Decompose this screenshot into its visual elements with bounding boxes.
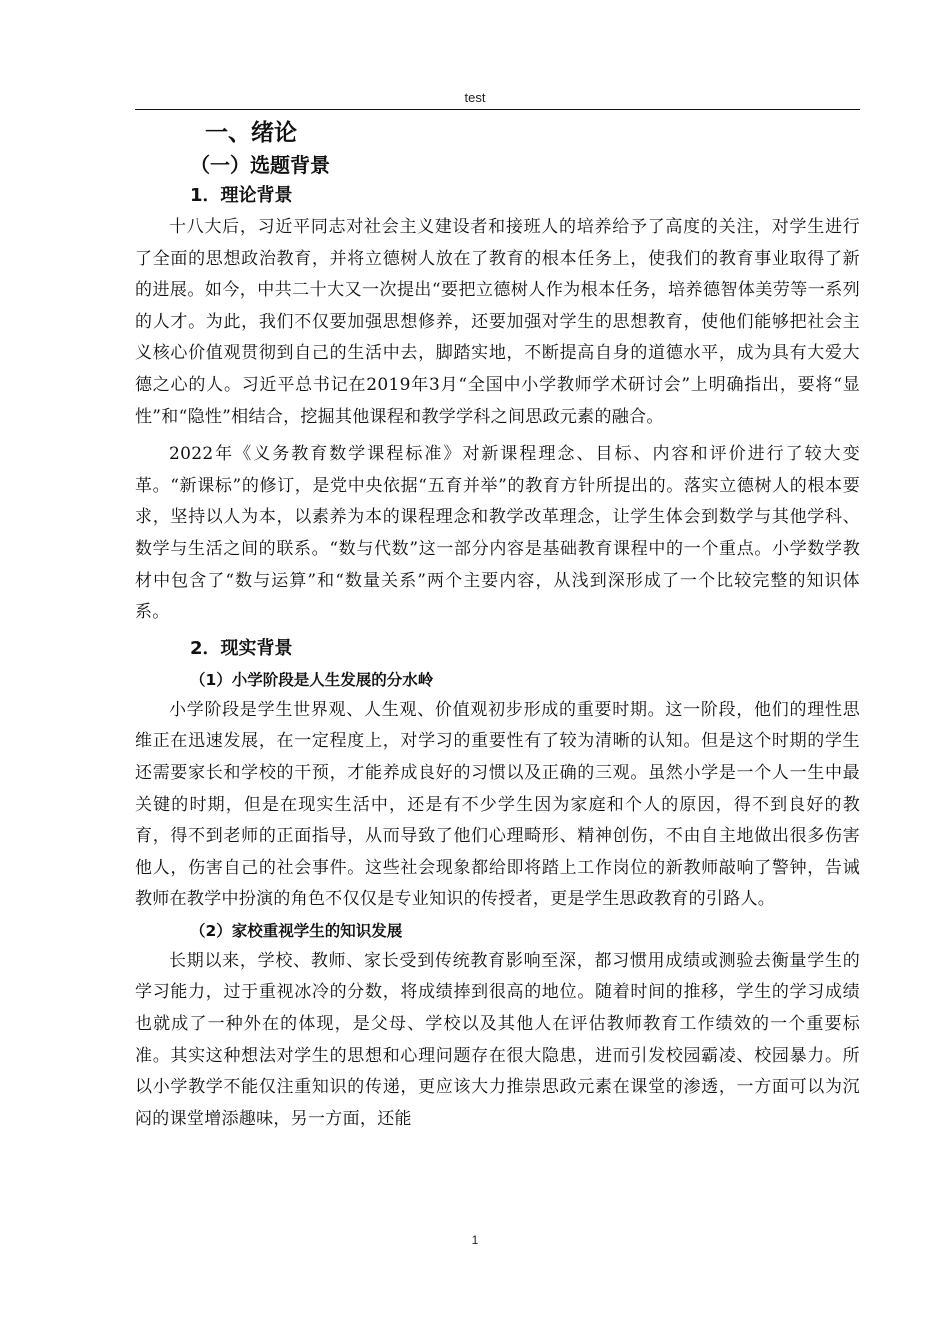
section-heading: （一）选题背景 [190, 153, 330, 177]
subsection-heading-theory: 1．理论背景 [190, 185, 293, 206]
paragraph-4: 长期以来，学校、教师、家长受到传统教育影响至深，都习惯用成绩或测验去衡量学生的学习能力，过于重视冰冷的分数，将成绩捧到很高的地位。随着时间的推移，学生的学习成绩也就成了一种外在的体现，是父母、学校以及其他人在评估教师教育工作绩效的一个重要标准。其实这种想法对学生的思想和心理问题存在很大隐患，进而引发校园霸凌、校园暴力。所以小学教学不能仅注重知识的传递，更应该大力推崇思政元素在课堂的渗透，一方面可以为沉闷的课堂增添趣味，另一方面，还能 [135, 950, 860, 1129]
subheading-1: （1）小学阶段是人生发展的分水岭 [190, 670, 434, 689]
paragraph-1: 十八大后，习近平同志对社会主义建设者和接班人的培养给予了高度的关注，对学生进行了全面的思想政治教育，并将立德树人放在了教育的根本任务上，使我们的教育事业取得了新的进展。如今，中共二十大又一次提出“要把立德树人作为根本任务，培养德智体美劳等一系列的人才。为此，我们不仅要加强思想修养，还要加强对学生的思想教育，使他们能够把社会主义核心价值观贯彻到自己的生活中去，脚踏实地，不断提高自身的道德水平，成为具有大爱大德之心的人。习近平总书记在2019年3月“全国中小学教师学术研讨会”上明确指出，要将“显性”和“隐性”相结合，挖掘其他课程和教学学科之间思政元素的融合。 [135, 217, 860, 427]
header-divider [135, 109, 860, 110]
chapter-heading: 一、绪论 [205, 120, 297, 146]
page-header: test [464, 90, 486, 105]
paragraph-3: 小学阶段是学生世界观、人生观、价值观初步形成的重要时期。这一阶段，他们的理性思维正在迅速发展，在一定程度上，对学习的重要性有了较为清晰的认知。但是这个时期的学生还需要家长和学校的干预，才能养成良好的习惯以及正确的三观。虽然小学是一个人一生中最关键的时期，但是在现实生活中，还是有不少学生因为家庭和个人的原因，得不到良好的教育，得不到老师的正面指导，从而导致了他们心理畸形、精神创伤，不由自主地做出很多伤害他人，伤害自己的社会事件。这些社会现象都给即将踏上工作岗位的新教师敲响了警钟，告诫教师在教学中扮演的角色不仅仅是专业知识的传授者，更是学生思政教育的引路人。 [135, 699, 860, 910]
subheading-2: （2）家校重视学生的知识发展 [190, 921, 403, 940]
paragraph-2: 2022年《义务教育数学课程标准》对新课程理念、目标、内容和评价进行了较大变革。“新课标”的修订，是党中央依据“五育并举”的教育方针所提出的。落实立德树人的根本要求，坚持以人为本，以素养为本的课程理念和教学改革理念，让学生体会到数学与其他学科、数学与生活之间的联系。“数与代数”这一部分内容是基础教育课程中的一个重点。小学数学教材中包含了“数与运算”和“数量关系”两个主要内容，从浅到深形成了一个比较完整的知识体系。 [135, 444, 860, 623]
page-number: 1 [471, 1233, 479, 1247]
subsection-heading-reality: 2．现实背景 [190, 637, 293, 659]
document-body [135, 116, 860, 1135]
